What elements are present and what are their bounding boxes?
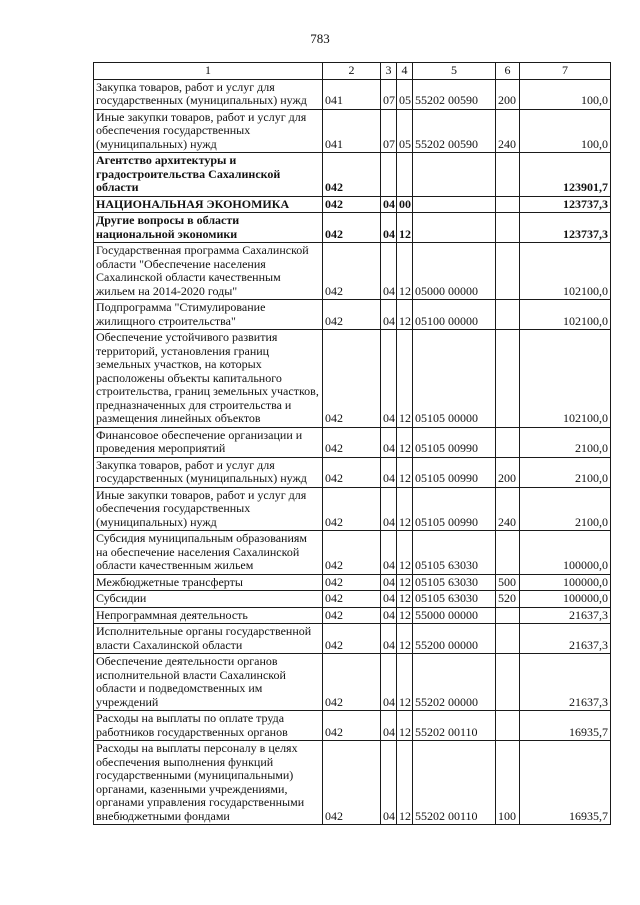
row-amount-cell: 100,0 bbox=[520, 109, 611, 153]
row-expense-type-cell bbox=[496, 330, 520, 428]
row-expense-type-cell: 100 bbox=[496, 741, 520, 825]
row-subsection-cell: 12 bbox=[397, 330, 413, 428]
table-row bbox=[94, 574, 611, 591]
row-target-article-cell bbox=[413, 196, 496, 213]
header-col-5: 5 bbox=[413, 63, 496, 80]
row-target-article-cell: 55202 00110 bbox=[413, 741, 496, 825]
table-row bbox=[94, 109, 611, 153]
table-row bbox=[94, 79, 611, 109]
row-name-cell: Обеспечение устойчивого развития территорий, установления границ земельных участков, на которых расположены объекты капитального строительства, границ земельных участков, предназначенных для строительства и размещения линейных объектов bbox=[94, 330, 323, 428]
table-row bbox=[94, 300, 611, 330]
row-ved-code-cell: 042 bbox=[323, 711, 381, 741]
row-section-cell: 07 bbox=[381, 109, 397, 153]
row-amount-cell: 123901,7 bbox=[520, 153, 611, 197]
row-ved-code-cell: 041 bbox=[323, 79, 381, 109]
table-row bbox=[94, 427, 611, 457]
row-amount-cell: 21637,3 bbox=[520, 654, 611, 711]
row-target-article-cell: 05105 00990 bbox=[413, 427, 496, 457]
row-section-cell: 04 bbox=[381, 711, 397, 741]
row-subsection-cell: 12 bbox=[397, 607, 413, 624]
row-amount-cell: 100000,0 bbox=[520, 591, 611, 608]
table-row bbox=[94, 330, 611, 428]
row-amount-cell: 100,0 bbox=[520, 79, 611, 109]
row-expense-type-cell bbox=[496, 531, 520, 575]
row-amount-cell: 102100,0 bbox=[520, 300, 611, 330]
table-row bbox=[94, 196, 611, 213]
row-expense-type-cell: 520 bbox=[496, 591, 520, 608]
row-subsection-cell: 12 bbox=[397, 213, 413, 243]
row-ved-code-cell: 042 bbox=[323, 654, 381, 711]
row-ved-code-cell: 042 bbox=[323, 607, 381, 624]
row-section-cell: 04 bbox=[381, 427, 397, 457]
row-subsection-cell: 12 bbox=[397, 624, 413, 654]
row-section-cell bbox=[381, 153, 397, 197]
header-col-7: 7 bbox=[520, 63, 611, 80]
row-amount-cell: 16935,7 bbox=[520, 741, 611, 825]
row-name-cell: Расходы на выплаты персоналу в целях обеспечения выполнения функций государственными (муниципальными) органами, казенными учреждениями, органами управления государственными внебюджетными фондами bbox=[94, 741, 323, 825]
row-target-article-cell: 55202 00110 bbox=[413, 711, 496, 741]
row-target-article-cell: 05105 00000 bbox=[413, 330, 496, 428]
row-subsection-cell: 12 bbox=[397, 243, 413, 300]
row-ved-code-cell: 042 bbox=[323, 153, 381, 197]
row-target-article-cell bbox=[413, 153, 496, 197]
row-expense-type-cell bbox=[496, 243, 520, 300]
row-expense-type-cell bbox=[496, 427, 520, 457]
row-subsection-cell: 05 bbox=[397, 79, 413, 109]
page-number: 783 bbox=[310, 31, 330, 46]
row-target-article-cell: 05105 00990 bbox=[413, 487, 496, 531]
row-section-cell: 04 bbox=[381, 591, 397, 608]
row-name-cell: Подпрограмма "Стимулирование жилищного строительства" bbox=[94, 300, 323, 330]
row-name-cell: Финансовое обеспечение организации и проведения мероприятий bbox=[94, 427, 323, 457]
row-subsection-cell: 12 bbox=[397, 591, 413, 608]
row-target-article-cell: 55202 00000 bbox=[413, 654, 496, 711]
table-row bbox=[94, 711, 611, 741]
table-row bbox=[94, 487, 611, 531]
row-name-cell: Государственная программа Сахалинской области "Обеспечение населения Сахалинской области качественным жильем на 2014-2020 годы" bbox=[94, 243, 323, 300]
row-amount-cell: 21637,3 bbox=[520, 624, 611, 654]
row-ved-code-cell: 042 bbox=[323, 300, 381, 330]
row-subsection-cell: 12 bbox=[397, 427, 413, 457]
row-target-article-cell bbox=[413, 213, 496, 243]
row-name-cell: Непрограммная деятельность bbox=[94, 607, 323, 624]
row-name-cell: Обеспечение деятельности органов исполнительной власти Сахалинской области и подведомственных им учреждений bbox=[94, 654, 323, 711]
row-section-cell: 04 bbox=[381, 196, 397, 213]
table-row bbox=[94, 457, 611, 487]
row-ved-code-cell: 042 bbox=[323, 330, 381, 428]
row-amount-cell: 2100,0 bbox=[520, 427, 611, 457]
row-ved-code-cell: 042 bbox=[323, 574, 381, 591]
row-name-cell: Субсидии bbox=[94, 591, 323, 608]
table-row bbox=[94, 213, 611, 243]
header-col-4: 4 bbox=[397, 63, 413, 80]
row-ved-code-cell: 042 bbox=[323, 487, 381, 531]
row-expense-type-cell: 500 bbox=[496, 574, 520, 591]
row-expense-type-cell: 240 bbox=[496, 109, 520, 153]
row-subsection-cell: 12 bbox=[397, 487, 413, 531]
row-section-cell: 04 bbox=[381, 654, 397, 711]
row-section-cell: 04 bbox=[381, 330, 397, 428]
table-row bbox=[94, 243, 611, 300]
table-body bbox=[94, 79, 611, 825]
row-amount-cell: 102100,0 bbox=[520, 330, 611, 428]
row-expense-type-cell bbox=[496, 213, 520, 243]
row-amount-cell: 21637,3 bbox=[520, 607, 611, 624]
table-row bbox=[94, 531, 611, 575]
row-target-article-cell: 55200 00000 bbox=[413, 624, 496, 654]
row-subsection-cell: 00 bbox=[397, 196, 413, 213]
row-expense-type-cell bbox=[496, 153, 520, 197]
row-ved-code-cell: 042 bbox=[323, 427, 381, 457]
row-name-cell: Расходы на выплаты по оплате труда работников государственных органов bbox=[94, 711, 323, 741]
row-expense-type-cell bbox=[496, 711, 520, 741]
header-col-1: 1 bbox=[94, 63, 323, 80]
table-row bbox=[94, 624, 611, 654]
row-ved-code-cell: 042 bbox=[323, 243, 381, 300]
row-expense-type-cell bbox=[496, 654, 520, 711]
header-col-3: 3 bbox=[381, 63, 397, 80]
row-name-cell: Закупка товаров, работ и услуг для государственных (муниципальных) нужд bbox=[94, 79, 323, 109]
row-ved-code-cell: 042 bbox=[323, 741, 381, 825]
row-target-article-cell: 05100 00000 bbox=[413, 300, 496, 330]
row-name-cell: Иные закупки товаров, работ и услуг для обеспечения государственных (муниципальных) нужд bbox=[94, 487, 323, 531]
budget-table bbox=[93, 62, 611, 825]
table-row bbox=[94, 153, 611, 197]
row-target-article-cell: 55202 00590 bbox=[413, 79, 496, 109]
row-name-cell: Другие вопросы в области национальной экономики bbox=[94, 213, 323, 243]
row-name-cell: НАЦИОНАЛЬНАЯ ЭКОНОМИКА bbox=[94, 196, 323, 213]
row-subsection-cell bbox=[397, 153, 413, 197]
row-section-cell: 04 bbox=[381, 574, 397, 591]
row-ved-code-cell: 041 bbox=[323, 109, 381, 153]
row-name-cell: Субсидия муниципальным образованиям на обеспечение населения Сахалинской области качественным жильем bbox=[94, 531, 323, 575]
row-target-article-cell: 05000 00000 bbox=[413, 243, 496, 300]
row-ved-code-cell: 042 bbox=[323, 624, 381, 654]
row-target-article-cell: 55202 00590 bbox=[413, 109, 496, 153]
row-name-cell: Закупка товаров, работ и услуг для государственных (муниципальных) нужд bbox=[94, 457, 323, 487]
row-section-cell: 04 bbox=[381, 624, 397, 654]
table-row bbox=[94, 741, 611, 825]
row-amount-cell: 100000,0 bbox=[520, 574, 611, 591]
row-section-cell: 04 bbox=[381, 300, 397, 330]
row-amount-cell: 2100,0 bbox=[520, 457, 611, 487]
row-subsection-cell: 12 bbox=[397, 711, 413, 741]
row-subsection-cell: 12 bbox=[397, 741, 413, 825]
row-section-cell: 04 bbox=[381, 487, 397, 531]
row-target-article-cell: 05105 63030 bbox=[413, 574, 496, 591]
row-subsection-cell: 05 bbox=[397, 109, 413, 153]
row-section-cell: 04 bbox=[381, 741, 397, 825]
header-col-2: 2 bbox=[323, 63, 381, 80]
table-header-row bbox=[94, 63, 611, 80]
row-target-article-cell: 05105 63030 bbox=[413, 531, 496, 575]
row-expense-type-cell: 240 bbox=[496, 487, 520, 531]
row-name-cell: Иные закупки товаров, работ и услуг для обеспечения государственных (муниципальных) нужд bbox=[94, 109, 323, 153]
row-expense-type-cell bbox=[496, 624, 520, 654]
row-subsection-cell: 12 bbox=[397, 300, 413, 330]
row-amount-cell: 123737,3 bbox=[520, 213, 611, 243]
row-expense-type-cell bbox=[496, 196, 520, 213]
row-section-cell: 04 bbox=[381, 531, 397, 575]
row-ved-code-cell: 042 bbox=[323, 591, 381, 608]
row-name-cell: Агентство архитектуры и градостроительства Сахалинской области bbox=[94, 153, 323, 197]
row-expense-type-cell bbox=[496, 607, 520, 624]
row-amount-cell: 102100,0 bbox=[520, 243, 611, 300]
row-amount-cell: 123737,3 bbox=[520, 196, 611, 213]
row-name-cell: Межбюджетные трансферты bbox=[94, 574, 323, 591]
row-section-cell: 04 bbox=[381, 457, 397, 487]
row-subsection-cell: 12 bbox=[397, 457, 413, 487]
row-ved-code-cell: 042 bbox=[323, 457, 381, 487]
row-expense-type-cell: 200 bbox=[496, 79, 520, 109]
row-target-article-cell: 05105 00990 bbox=[413, 457, 496, 487]
row-name-cell: Исполнительные органы государственной власти Сахалинской области bbox=[94, 624, 323, 654]
row-section-cell: 04 bbox=[381, 607, 397, 624]
row-ved-code-cell: 042 bbox=[323, 213, 381, 243]
row-amount-cell: 100000,0 bbox=[520, 531, 611, 575]
row-ved-code-cell: 042 bbox=[323, 531, 381, 575]
row-target-article-cell: 55000 00000 bbox=[413, 607, 496, 624]
header-col-6: 6 bbox=[496, 63, 520, 80]
row-expense-type-cell bbox=[496, 300, 520, 330]
row-amount-cell: 2100,0 bbox=[520, 487, 611, 531]
row-section-cell: 07 bbox=[381, 79, 397, 109]
row-amount-cell: 16935,7 bbox=[520, 711, 611, 741]
table-row bbox=[94, 654, 611, 711]
row-section-cell: 04 bbox=[381, 213, 397, 243]
row-target-article-cell: 05105 63030 bbox=[413, 591, 496, 608]
row-subsection-cell: 12 bbox=[397, 574, 413, 591]
row-section-cell: 04 bbox=[381, 243, 397, 300]
table-row bbox=[94, 607, 611, 624]
row-ved-code-cell: 042 bbox=[323, 196, 381, 213]
row-subsection-cell: 12 bbox=[397, 531, 413, 575]
row-subsection-cell: 12 bbox=[397, 654, 413, 711]
row-expense-type-cell: 200 bbox=[496, 457, 520, 487]
table-row bbox=[94, 591, 611, 608]
